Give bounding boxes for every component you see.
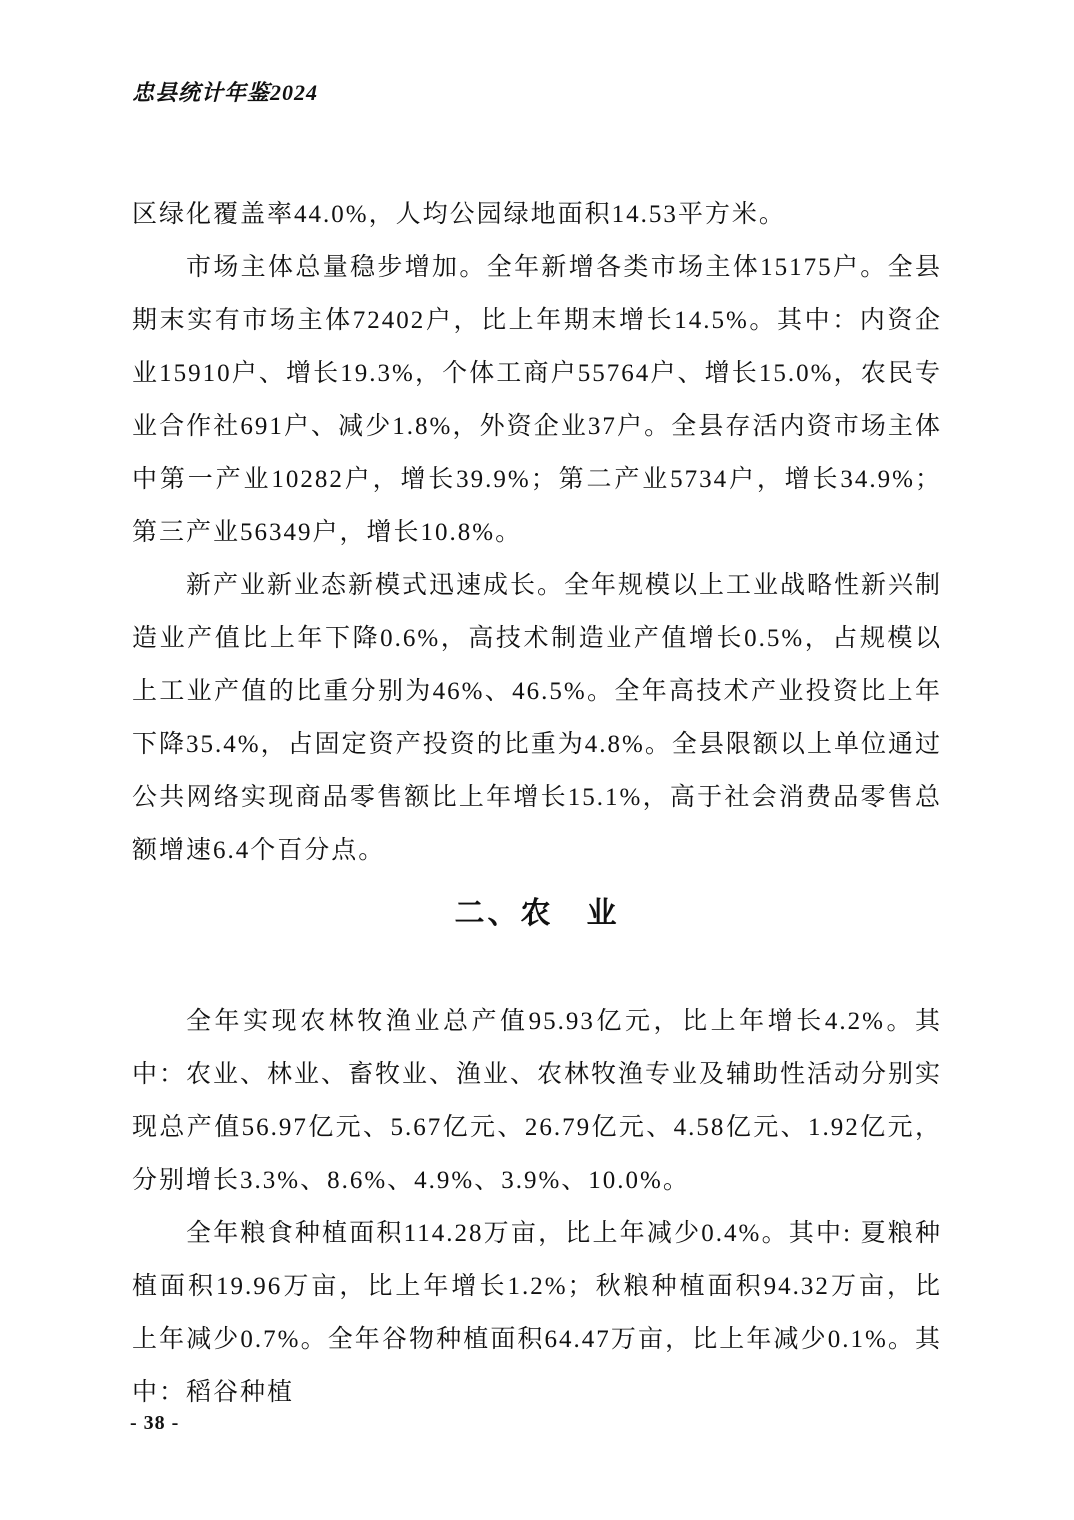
paragraph-continuation: 区绿化覆盖率44.0%，人均公园绿地面积14.53平方米。 <box>132 201 786 228</box>
section-body-top <box>132 188 942 877</box>
section-heading-agriculture: 二、农 业 <box>454 896 620 931</box>
paragraph-grain-area: 全年粮食种植面积114.28万亩，比上年减少0.4%。其中: 夏粮种植面积19.96万亩，比上年增长1.2%；秋粮种植面积94.32万亩，比上年减少0.7%。全年谷物种植面积64.47万亩，比上年减少0.1%。其中：稻谷种植 <box>132 1220 942 1406</box>
paragraph-new-industries: 新产业新业态新模式迅速成长。全年规模以上工业战略性新兴制造业产值比上年下降0.6%，高技术制造业产值增长0.5%，占规模以上工业产值的比重分别为46%、46.5%。全年高技术产业投资比上年下降35.4%，占固定资产投资的比重为4.8%。全县限额以上单位通过公共网络实现商品零售额比上年增长15.1%，高于社会消费品零售总额增速6.4个百分点。 <box>132 572 943 864</box>
page-number: - 38 - <box>130 1412 180 1434</box>
paragraph-market-entities: 市场主体总量稳步增加。全年新增各类市场主体15175户。全县期末实有市场主体72402户，比上年期末增长14.5%。其中：内资企业15910户、增长19.3%，个体工商户55764户、增长15.0%，农民专业合作社691户、减少1.8%，外资企业37户。全县存活内资市场主体中第一产业10282户，增长39.9%；第二产业5734户，增长34.9%；第三产业56349户，增长10.8%。 <box>132 254 942 546</box>
paragraph-agri-output: 全年实现农林牧渔业总产值95.93亿元，比上年增长4.2%。其中：农业、林业、畜牧业、渔业、农林牧渔专业及辅助性活动分别实现总产值56.97亿元、5.67亿元、26.79亿元、4.58亿元、1.92亿元，分别增长3.3%、8.6%、4.9%、3.9%、10.0%。 <box>132 1008 943 1194</box>
section-body-agriculture <box>132 995 942 1419</box>
running-header: 忠县统计年鉴2024 <box>132 80 319 105</box>
